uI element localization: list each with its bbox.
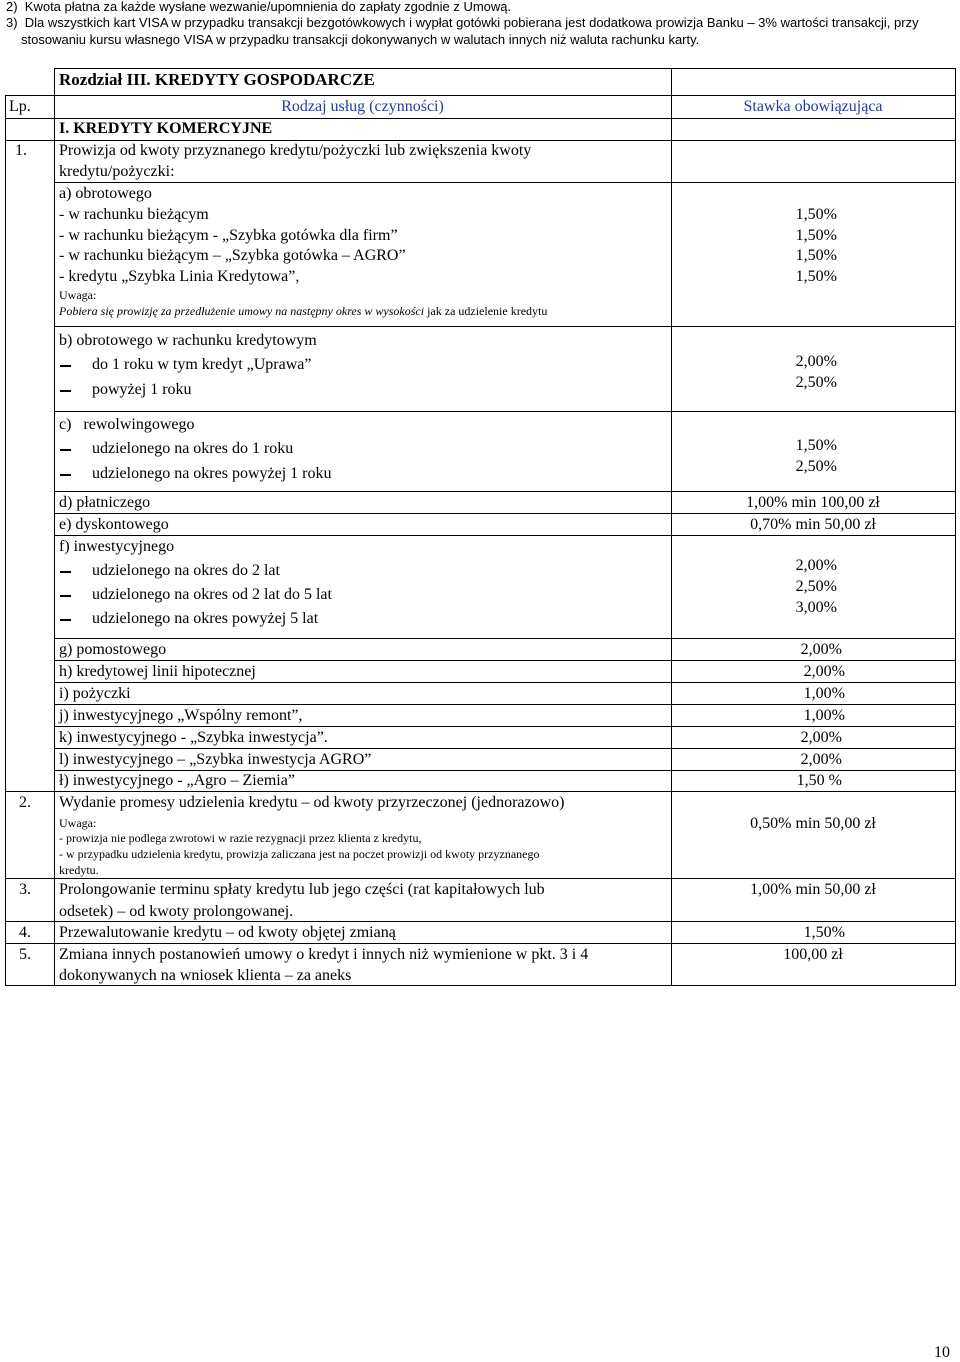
page-number: 10 xyxy=(934,1344,950,1361)
rule xyxy=(5,95,6,986)
note-text: - prowizja nie podlega zwrotowi w razie rezygnacji przez klienta z kredytu, xyxy=(59,831,422,845)
rule xyxy=(5,878,956,879)
item-title-cont: kredytu/pożyczki: xyxy=(59,163,175,180)
item-title: Wydanie promesy udzielenia kredytu – od kwoty przyrzeczonej (jednorazowo) xyxy=(59,794,565,811)
bullet-dash xyxy=(60,595,71,597)
row-number: 5. xyxy=(19,946,31,963)
note-label: Uwaga: xyxy=(59,288,97,302)
rule xyxy=(54,535,956,536)
rate-value: 2,00% xyxy=(795,353,837,370)
rule xyxy=(54,704,956,705)
rate-value: 1,50% xyxy=(795,227,837,244)
rule xyxy=(54,326,956,327)
bullet-dash xyxy=(60,474,71,476)
subitem-line: udzielonego na okres powyżej 1 roku xyxy=(92,465,332,482)
rate-value: 2,00% xyxy=(795,557,837,574)
row-number: 2. xyxy=(19,794,31,811)
rule xyxy=(5,95,956,96)
rate-value: 1,50% xyxy=(803,924,845,941)
rate-value: 1,00% xyxy=(803,685,845,702)
header-rate: Stawka obowiązująca xyxy=(743,98,883,115)
rate-value: 100,00 zł xyxy=(783,946,843,963)
rule xyxy=(54,68,55,986)
item-title: Zmiana innych postanowień umowy o kredyt i innych niż wymienione w pkt. 3 i 4 xyxy=(59,946,589,963)
footnote-3-cont: stosowaniu kursu własnego VISA w przypadku transakcji dokonywanych w walutach innych niż waluta rachunku karty. xyxy=(21,32,700,47)
fee-table xyxy=(5,68,956,986)
rate-value: 2,00% xyxy=(803,663,845,680)
bullet-dash xyxy=(60,619,71,621)
subitem-line: udzielonego na okres od 2 lat do 5 lat xyxy=(92,586,332,603)
rule xyxy=(54,682,956,683)
rule xyxy=(5,943,956,944)
rate-value: 1,00% min 50,00 zł xyxy=(750,881,876,898)
header-service: Rodzaj usług (czynności) xyxy=(281,98,444,115)
subitem-label: ł) inwestycyjnego - „Agro – Ziemia” xyxy=(59,772,295,789)
bullet-dash xyxy=(60,449,71,451)
section-title: Rozdział III. KREDYTY GOSPODARCZE xyxy=(59,70,375,89)
subsection-title: I. KREDYTY KOMERCYJNE xyxy=(59,120,273,137)
rate-value: 3,00% xyxy=(795,599,837,616)
subitem-label: l) inwestycyjnego – „Szybka inwestycja AGRO” xyxy=(59,751,372,768)
rate-value: 2,50% xyxy=(795,578,837,595)
rule xyxy=(54,726,956,727)
rule xyxy=(54,748,956,749)
rule xyxy=(54,68,956,69)
subitem-label: j) inwestycyjnego „Wspólny remont”, xyxy=(59,707,303,724)
rate-value: 0,70% min 50,00 zł xyxy=(750,516,876,533)
rate-value: 1,50% xyxy=(795,206,837,223)
rate-value: 2,00% xyxy=(800,641,842,658)
note-text: kredytu. xyxy=(59,863,99,877)
subitem-label: f) inwestycyjnego xyxy=(59,538,175,555)
rate-value: 2,50% xyxy=(795,458,837,475)
rate-value: 0,50% min 50,00 zł xyxy=(750,815,876,832)
subitem-label: b) obrotowego w rachunku kredytowym xyxy=(59,332,317,349)
subitem-label: g) pomostowego xyxy=(59,641,167,658)
bullet-dash xyxy=(60,365,71,367)
rule xyxy=(54,491,956,492)
note-text xyxy=(59,304,547,319)
rate-value: 1,50% xyxy=(795,247,837,264)
subitem-line: udzielonego na okres do 2 lat xyxy=(92,562,280,579)
item-title: Przewalutowanie kredytu – od kwoty objętej zmianą xyxy=(59,924,396,941)
subitem-line: - kredytu „Szybka Linia Kredytowa”, xyxy=(59,268,300,285)
bullet-dash xyxy=(60,571,71,573)
rule xyxy=(54,182,956,183)
subitem-label: a) obrotowego xyxy=(59,185,152,202)
item-title-cont: dokonywanych na wniosek klienta – za aneks xyxy=(59,967,352,984)
note-text: - w przypadku udzielenia kredytu, prowizja zaliczana jest na poczet prowizji od kwoty przyznanego xyxy=(59,847,540,861)
subitem-line: - w rachunku bieżącym - „Szybka gotówka dla firm” xyxy=(59,227,398,244)
rate-value: 1,50% xyxy=(795,437,837,454)
header-lp: Lp. xyxy=(9,98,31,115)
item-title: Prowizja od kwoty przyznanego kredytu/pożyczki lub zwiększenia kwoty xyxy=(59,142,532,159)
rate-value: 1,50% xyxy=(795,268,837,285)
rule xyxy=(54,660,956,661)
rule xyxy=(54,638,956,639)
subitem-line: do 1 roku w tym kredyt „Uprawa” xyxy=(92,356,312,373)
subitem-line: powyżej 1 roku xyxy=(92,381,192,398)
footnote-3: 3) Dla wszystkich kart VISA w przypadku transakcji bezgotówkowych i wypłat gotówki pobierana jest dodatkowa prowizja Banku – 3% wartości transakcji, przy xyxy=(6,15,919,30)
note-label: Uwaga: xyxy=(59,816,97,830)
note-rest: jak za udzielenie kredytu xyxy=(424,304,548,318)
rule xyxy=(955,68,956,986)
subitem-label: c) rewolwingowego xyxy=(59,416,195,433)
rate-value: 1,00% min 100,00 zł xyxy=(746,494,880,511)
rate-value: 2,00% xyxy=(800,729,842,746)
subitem-label: h) kredytowej linii hipotecznej xyxy=(59,663,256,680)
footnote-2: 2) Kwota płatna za każde wysłane wezwanie/upomnienia do zapłaty zgodnie z Umową. xyxy=(6,0,512,14)
row-number: 4. xyxy=(19,924,31,941)
rate-value: 1,50 % xyxy=(796,772,842,789)
note-italic: Pobiera się prowizję za przedłużenie umowy na następny okres w wysokości xyxy=(59,304,425,318)
rule xyxy=(54,513,956,514)
row-number: 3. xyxy=(19,881,31,898)
subitem-line: - w rachunku bieżącym xyxy=(59,206,209,223)
item-title: Prolongowanie terminu spłaty kredytu lub jego części (rat kapitałowych lub xyxy=(59,881,545,898)
rate-value: 2,00% xyxy=(800,751,842,768)
subitem-label: i) pożyczki xyxy=(59,685,131,702)
rule xyxy=(5,791,956,792)
subitem-label: d) płatniczego xyxy=(59,494,151,511)
rate-value: 2,50% xyxy=(795,374,837,391)
item-title-cont: odsetek) – od kwoty prolongowanej. xyxy=(59,903,294,920)
subitem-label: e) dyskontowego xyxy=(59,516,169,533)
subitem-line: udzielonego na okres do 1 roku xyxy=(92,440,294,457)
rule xyxy=(54,411,956,412)
bullet-dash xyxy=(60,390,71,392)
rate-value: 1,00% xyxy=(803,707,845,724)
row-number: 1. xyxy=(15,142,27,159)
subitem-label: k) inwestycyjnego - „Szybka inwestycja”. xyxy=(59,729,328,746)
subitem-line: udzielonego na okres powyżej 5 lat xyxy=(92,610,319,627)
subitem-line: - w rachunku bieżącym – „Szybka gotówka – AGRO” xyxy=(59,247,406,264)
